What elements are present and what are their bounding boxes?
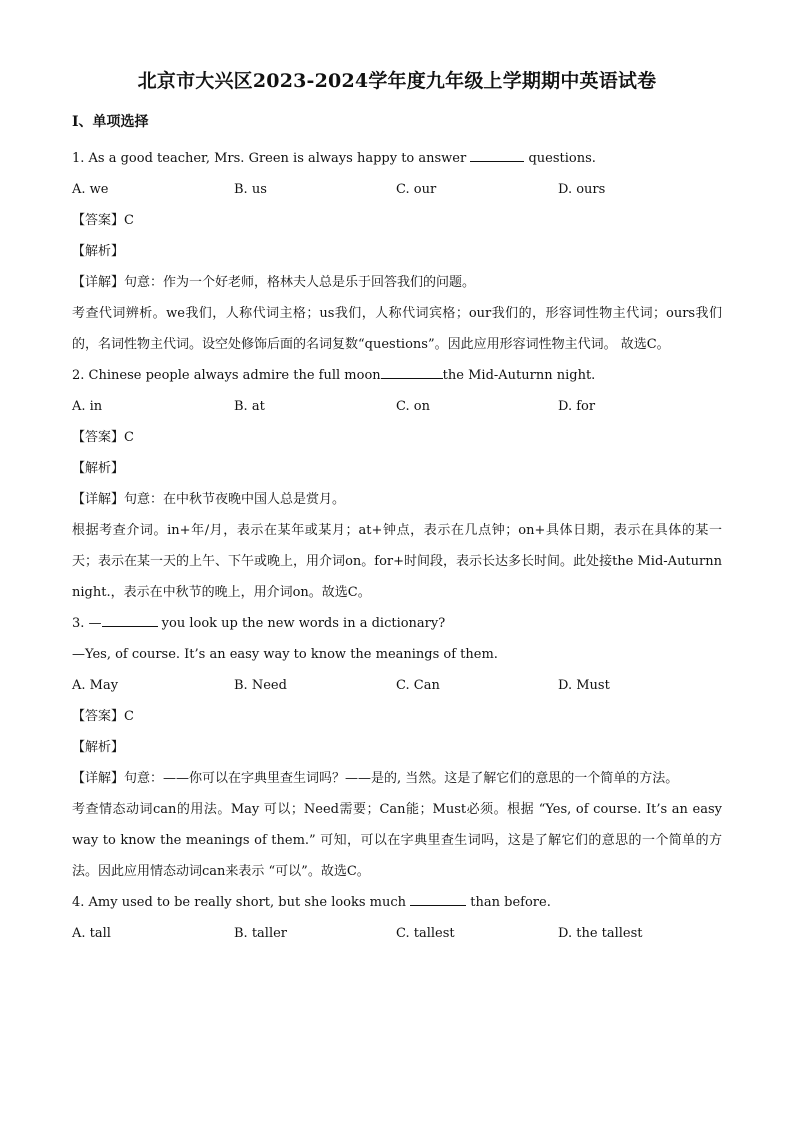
- option-c: C. Can: [396, 678, 440, 693]
- answer-blank: [381, 366, 443, 379]
- options-row: [72, 174, 722, 205]
- analysis-label: 【解析】: [72, 244, 125, 259]
- question-2: [72, 360, 722, 608]
- detail-text: 【详解】句意：作为一个好老师，格林夫人总是乐于回答我们的问题。: [72, 275, 476, 290]
- detail-explanation: 根据考查介词。in+年/月，表示在某年或某月；at+钟点，表示在几点钟；on+具体日期，表示在具体的某一天；表示在某一天的上午、下午或晚上，用介词on。for+时间段，表示长达多长时间。此处接the Mid-Auturnn night.，表示在中秋节的晚上，用介词on。故选C。: [72, 523, 722, 600]
- option-a: A. tall: [72, 926, 111, 941]
- answer-line: 【答案】C: [72, 709, 134, 724]
- analysis-label: 【解析】: [72, 461, 125, 476]
- question-stem: 2. Chinese people always admire the full moon the Mid-Auturnn night.: [72, 368, 596, 383]
- option-b: B. taller: [234, 926, 288, 941]
- detail-explanation: 考查代词辨析。we我们，人称代词主格；us我们，人称代词宾格；our我们的，形容词性物主代词；ours我们的，名词性物主代词。设空处修饰后面的名词复数“questions”。因此应用形容词性物主代词。 故选C。: [72, 306, 722, 352]
- detail-explanation: 考查情态动词can的用法。May 可以；Need需要；Can能；Must必须。根据 “Yes, of course. It’s an easy way to know the meanings of them.” 可知，可以在字典里查生词吗，这是了解它们的意思的一个简单的方法。因此应用情态动词can来表示 “可以”。故选C。: [72, 802, 722, 879]
- option-a: A. we: [72, 182, 109, 197]
- options-row: [72, 391, 722, 422]
- question-4: [72, 887, 722, 949]
- question-1: [72, 143, 722, 360]
- option-b: B. us: [234, 182, 267, 197]
- option-a: A. May: [72, 678, 119, 693]
- question-stem: 3. — you look up the new words in a dictionary?: [72, 616, 446, 631]
- question-stem: 1. As a good teacher, Mrs. Green is always happy to answer questions.: [72, 151, 596, 166]
- answer-line: 【答案】C: [72, 213, 134, 228]
- detail-text: 【详解】句意：在中秋节夜晚中国人总是赏月。: [72, 492, 346, 507]
- document-page: [72, 66, 722, 949]
- answer-line: 【答案】C: [72, 430, 134, 445]
- option-d: D. Must: [558, 678, 610, 693]
- option-a: A. in: [72, 399, 103, 414]
- answer-blank: [410, 893, 466, 906]
- answer-blank: [102, 614, 158, 627]
- section-heading: Ⅰ、单项选择: [72, 114, 149, 130]
- answer-blank: [470, 149, 524, 162]
- option-c: C. on: [396, 399, 430, 414]
- option-d: D. ours: [558, 182, 606, 197]
- analysis-label: 【解析】: [72, 740, 125, 755]
- option-b: B. at: [234, 399, 265, 414]
- page-title: 北京市大兴区2023-2024学年度九年级上学期期中英语试卷: [137, 70, 657, 92]
- option-d: D. the tallest: [558, 926, 643, 941]
- option-c: C. tallest: [396, 926, 455, 941]
- options-row: [72, 670, 722, 701]
- question-stem: 4. Amy used to be really short, but she looks much than before.: [72, 895, 551, 910]
- options-row: [72, 918, 722, 949]
- detail-text: 【详解】句意：——你可以在字典里查生词吗？——是的, 当然。这是了解它们的意思的一个简单的方法。: [72, 771, 679, 786]
- option-d: D. for: [558, 399, 596, 414]
- question-3: [72, 608, 722, 887]
- question-stem-reply: —Yes, of course. It’s an easy way to know the meanings of them.: [72, 647, 498, 662]
- option-c: C. our: [396, 182, 437, 197]
- option-b: B. Need: [234, 678, 287, 693]
